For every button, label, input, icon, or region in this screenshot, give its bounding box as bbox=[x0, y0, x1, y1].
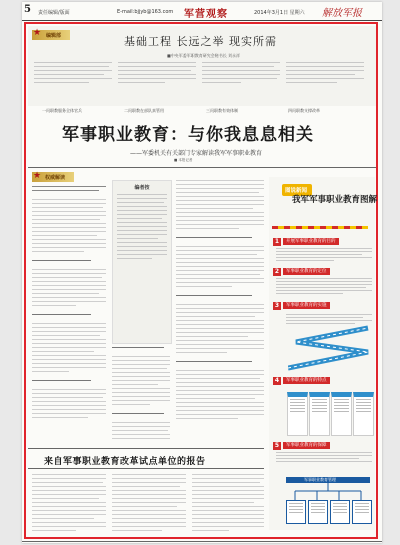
item-number: 3 bbox=[274, 302, 280, 309]
item-label: 军事职业教育的定位 bbox=[283, 268, 330, 275]
top-text-col-4 bbox=[286, 62, 364, 92]
article-col-3 bbox=[176, 180, 264, 422]
report-headline: 来自军事职业教育改革试点单位的报告 bbox=[44, 457, 206, 467]
page-number: 5 bbox=[24, 4, 31, 15]
issue-date: 2014年3月1日 星期六 bbox=[254, 10, 305, 16]
tree-header-label: 军事职业教育管理 bbox=[304, 477, 336, 482]
item-label: 军事职业教育的实施 bbox=[283, 302, 330, 309]
star-icon: ★ bbox=[33, 171, 42, 181]
feature-cards bbox=[287, 392, 375, 430]
sidebar-badge-label: 权威解读 bbox=[45, 175, 66, 181]
main-headline: 军事职业教育：与你我息息相关 bbox=[62, 125, 314, 145]
item-text bbox=[276, 452, 372, 464]
item-number: 5 bbox=[274, 442, 280, 449]
masthead-logo: 解放军报 bbox=[322, 8, 362, 19]
report-col-1 bbox=[32, 474, 106, 534]
main-byline: ■ 本报记者 bbox=[174, 158, 193, 162]
bullet-2: 二问职教在部队真管用 bbox=[124, 108, 164, 113]
newspaper-page bbox=[22, 2, 382, 543]
feature-card bbox=[287, 392, 308, 436]
infographic-tag-label: 图说新闻 bbox=[285, 188, 308, 194]
infographic-banner bbox=[282, 184, 378, 220]
top-text-col-1 bbox=[34, 62, 112, 92]
page-footer-rule bbox=[22, 541, 382, 542]
item-text bbox=[276, 278, 372, 296]
top-story-byline: ■中央军委军职教育研究会秘书长 刘永祥 bbox=[167, 53, 241, 58]
editor-line: 责任编辑/版面 bbox=[38, 10, 70, 16]
article-col-2 bbox=[112, 347, 170, 442]
tree-diagram bbox=[286, 486, 370, 524]
decorative-stripe bbox=[272, 226, 368, 229]
item-number: 2 bbox=[274, 268, 280, 275]
editor-note-box bbox=[112, 180, 172, 344]
section-title: 军营观察 bbox=[184, 9, 228, 20]
item-label: 军事职业教育的特点 bbox=[283, 377, 330, 384]
divider bbox=[28, 167, 376, 168]
top-text-col-3 bbox=[202, 62, 280, 92]
bullet-4: 四问职教支撑改革 bbox=[288, 108, 320, 113]
top-badge-label: 编辑部 bbox=[46, 33, 62, 39]
divider bbox=[28, 448, 264, 449]
bullet-1: 一问职教服务全体官兵 bbox=[42, 108, 82, 113]
zigzag-diagram bbox=[288, 322, 374, 372]
bullet-3: 三问职教有效体制 bbox=[206, 108, 238, 113]
article-col-1 bbox=[32, 186, 106, 421]
question-bullets bbox=[42, 106, 362, 116]
item-number: 4 bbox=[274, 377, 280, 384]
item-label: 开展军事职业教育的目的 bbox=[283, 238, 339, 245]
top-text-col-2 bbox=[118, 62, 196, 92]
feature-card bbox=[353, 392, 374, 436]
tree-node bbox=[286, 500, 306, 524]
report-col-3 bbox=[192, 474, 264, 534]
star-icon: ★ bbox=[33, 28, 42, 38]
tree-node bbox=[330, 500, 350, 524]
divider bbox=[28, 468, 264, 469]
infographic-title: 我军军事职业教育图解 bbox=[292, 195, 378, 205]
feature-card bbox=[331, 392, 352, 436]
top-story-headline: 基础工程 长远之举 现实所需 bbox=[124, 35, 277, 48]
feature-card bbox=[309, 392, 330, 436]
item-number: 1 bbox=[274, 238, 280, 245]
item-label: 军事职业教育的保障 bbox=[283, 442, 330, 449]
main-subheadline: ——军委机关有关部门专家解读我军军事职业教育 bbox=[130, 150, 263, 157]
tree-node bbox=[352, 500, 372, 524]
editor-email: E-mail:bjjyb@163.com bbox=[117, 9, 174, 15]
report-col-2 bbox=[112, 474, 186, 534]
tree-node bbox=[308, 500, 328, 524]
editor-note-title: 编者按 bbox=[134, 185, 150, 191]
item-text bbox=[276, 248, 372, 263]
page-header bbox=[22, 2, 382, 21]
